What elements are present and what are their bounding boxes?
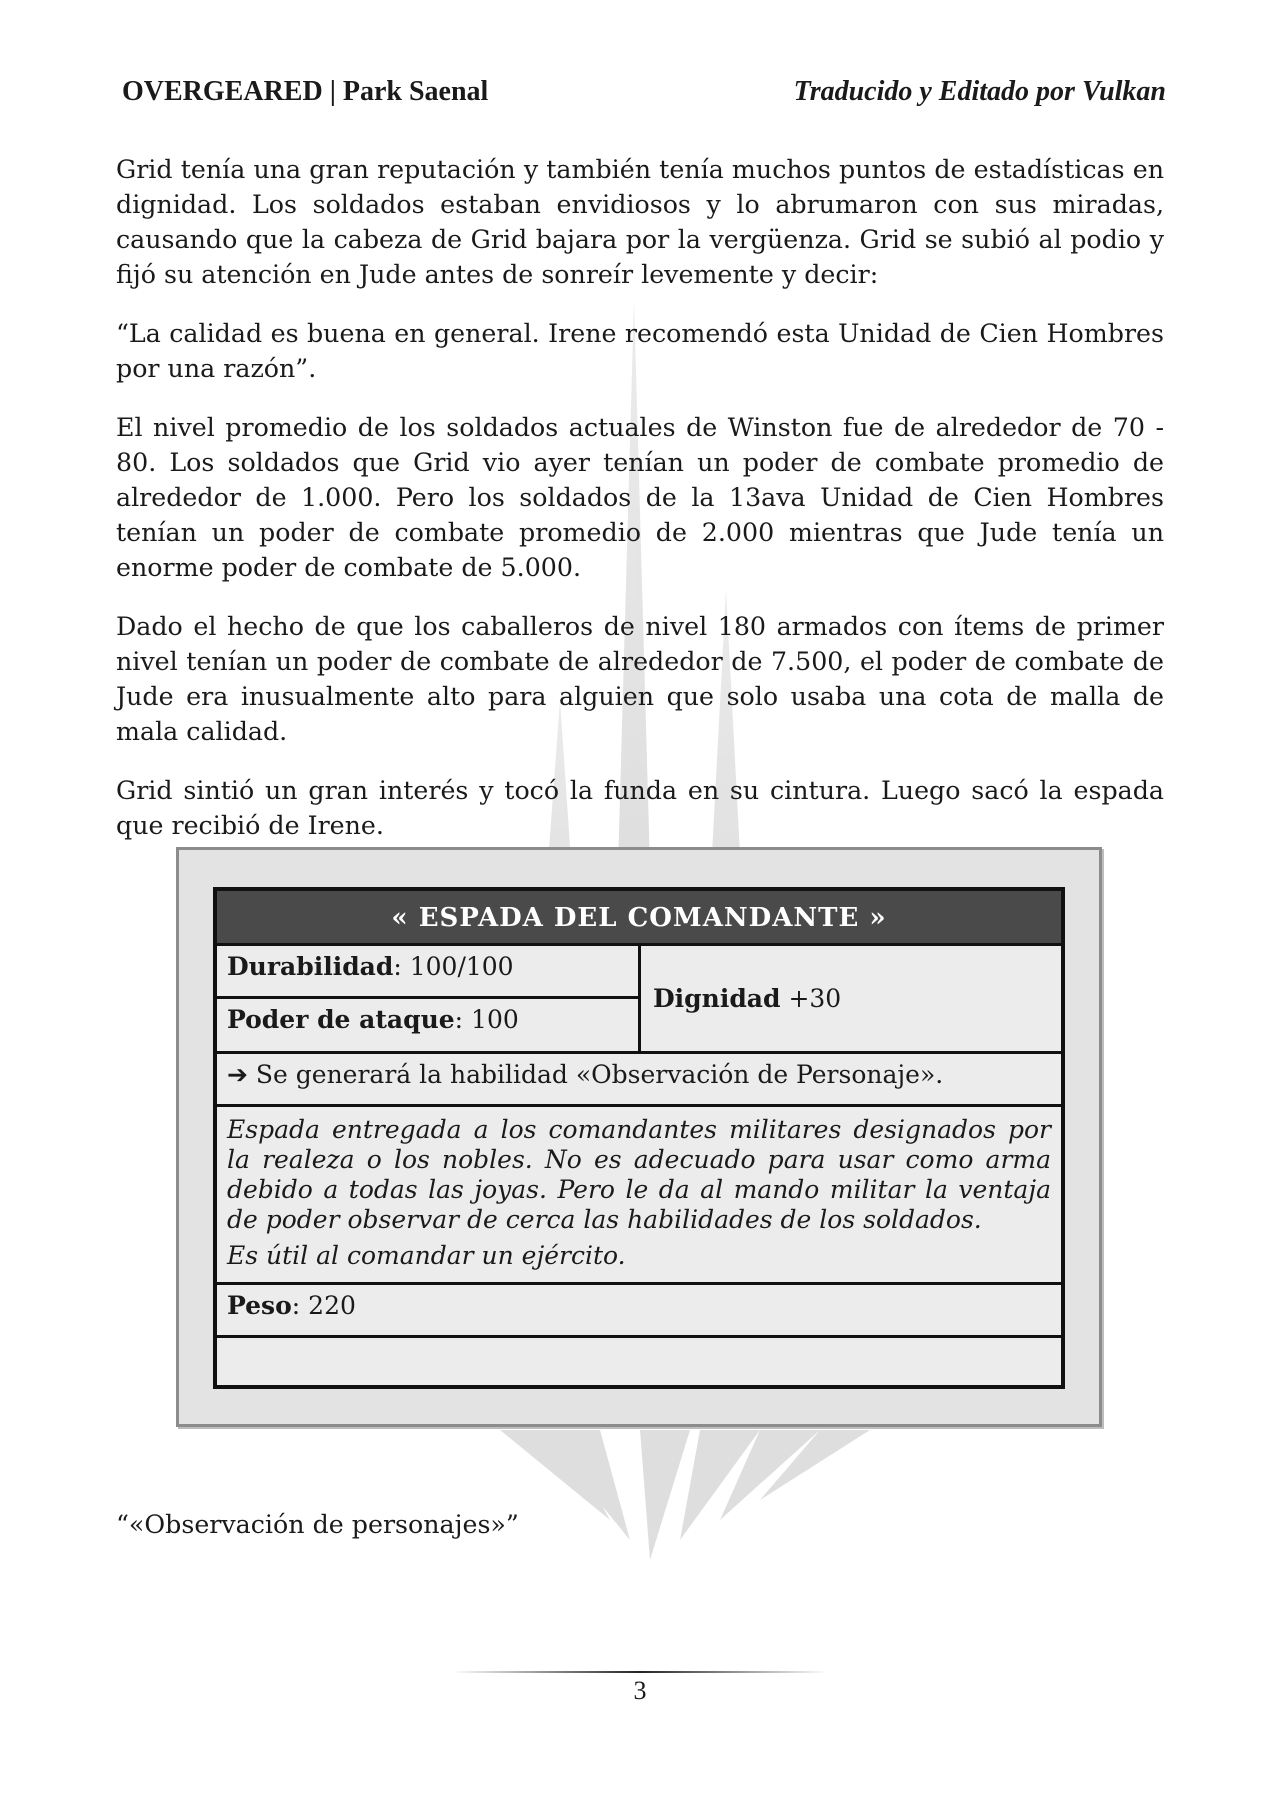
paragraph: El nivel promedio de los soldados actuales de Winston fue de alrededor de 70 - 80. Los soldados que Grid vio ayer tenían un poder de combate promedio de alrededor de 1.000. Pero los soldados de la 13ava Unidad de Cien Hombres tenían un poder de combate promedio de 2.000 mientras que Jude tenía un enorme poder de combate de 5.000.	[116, 413, 1164, 582]
durability-label: Durabilidad	[227, 952, 394, 981]
header-translator-credit: Traducido y Editado por Vulkan	[793, 76, 1166, 107]
dignity-label: Dignidad	[653, 984, 781, 1013]
weight-value: : 220	[291, 1291, 356, 1320]
item-description	[217, 1107, 1061, 1285]
arrow-icon: ➔	[227, 1060, 248, 1089]
attack-label: Poder de ataque	[227, 1005, 455, 1034]
durability-value: : 100/100	[393, 952, 514, 981]
skill-text: Se generará la habilidad «Observación de Personaje».	[247, 1060, 944, 1089]
dignity-value: +30	[780, 984, 842, 1013]
item-weight	[217, 1285, 1061, 1338]
quote-text: “«Observación de personajes»”	[116, 1510, 519, 1539]
paragraph: Dado el hecho de que los caballeros de nivel 180 armados con ítems de primer nivel tenían un poder de combate de alrededor de 7.500, el poder de combate de Jude era inusualmente alto para alguien que solo usaba una cota de malla de mala calidad.	[116, 612, 1164, 746]
item-card-frame	[176, 847, 1102, 1427]
attack-value: : 100	[454, 1005, 519, 1034]
paragraph: Grid sintió un gran interés y tocó la funda en su cintura. Luego sacó la espada que recibió de Irene.	[116, 776, 1164, 840]
body-text	[116, 152, 1164, 867]
attack-stat	[217, 999, 641, 1051]
item-empty-row	[217, 1338, 1061, 1386]
durability-stat	[217, 946, 641, 999]
page-header	[122, 76, 1166, 116]
page-number: 3	[633, 1676, 647, 1705]
item-stats	[217, 946, 1061, 1054]
header-book-title: OVERGEARED | Park Saenal	[122, 76, 489, 107]
item-skill	[217, 1054, 1061, 1107]
paragraph: “La calidad es buena en general. Irene recomendó esta Unidad de Cien Hombres por una razón”.	[116, 319, 1164, 383]
dignity-stat	[641, 946, 1061, 1051]
paragraph: Grid tenía una gran reputación y también tenía muchos puntos de estadísticas en dignidad. Los soldados estaban envidiosos y lo abrumaron con sus miradas, causando que la cabeza de Grid bajara por la vergüenza. Grid se subió al podio y fijó su atención en Jude antes de sonreír levemente y decir:	[116, 155, 1164, 289]
weight-label: Peso	[227, 1291, 292, 1320]
description-text: Espada entregada a los comandantes militares designados por la realeza o los nobles. No es adecuado para usar como arma debido a todas las joyas. Pero le da al mando militar la ventaja de poder observar de cerca las habilidades de los soldados.	[227, 1115, 1051, 1234]
item-title: « ESPADA DEL COMANDANTE »	[217, 891, 1061, 946]
description-text-2: Es útil al comandar un ejército.	[227, 1241, 626, 1270]
item-card	[213, 887, 1065, 1389]
